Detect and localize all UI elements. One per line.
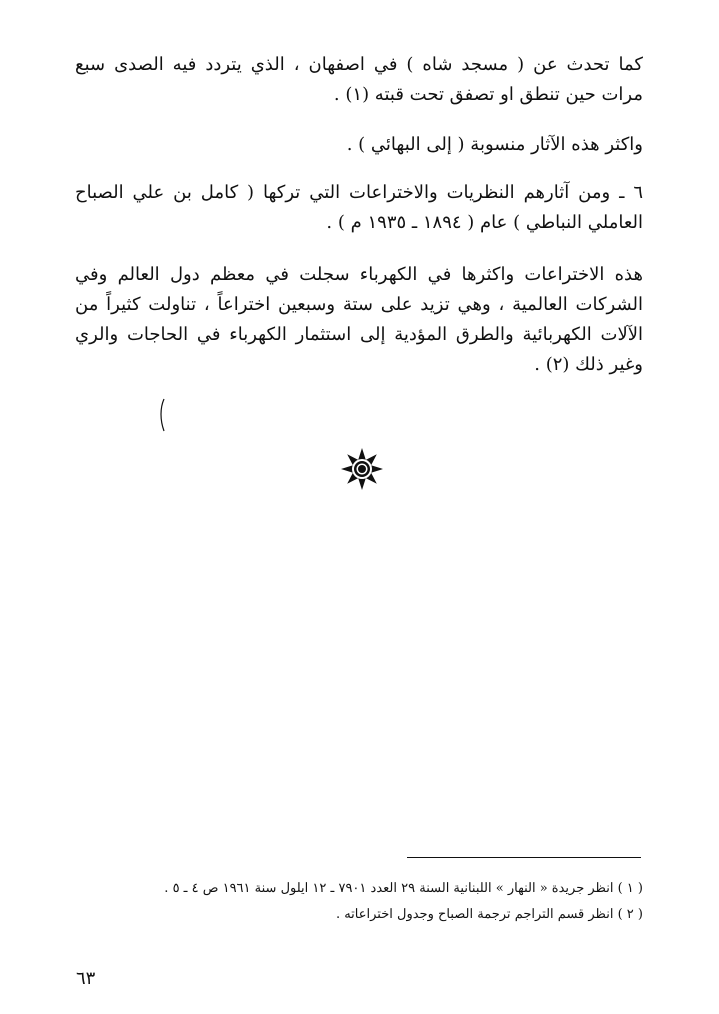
paragraph-shah-mosque: كما تحدث عن ( مسجد شاه ) في اصفهان ، الذي يتردد فيه الصدى سبع مرات حين تنطق او تصفق تحت قبته (١) . [75, 54, 643, 105]
paragraph-inventions: هذه الاختراعات واكثرها في الكهرباء سجلت في معظم دول العالم وفي الشركات العالمية ، وهي تزيد على ستة وسبعين اختراعاً ، تناولت كثيراً من الآلات الكهربائية والطرق المؤدية إلى استثمار الكهرباء في الحاجات والري وغير ذلك (٢) . [75, 264, 643, 375]
paragraph-bahai-attribution: واكثر هذه الآثار منسوبة ( إلى البهائي ) . [346, 134, 643, 155]
paragraph-kamil-sabbah: ٦ ـ ومن آثارهم النظريات والاختراعات التي تركها ( كامل بن علي الصباح العاملي النباطي ) عام ( ١٨٩٤ ـ ١٩٣٥ م ) . [75, 182, 643, 233]
footnotes-list [75, 876, 643, 928]
star-ornament-icon [340, 447, 384, 491]
stray-pen-mark [158, 398, 166, 432]
footnote-1: ( ١ ) انظر جريدة « النهار » اللبنانية السنة ٢٩ العدد ٧٩٠١ ـ ١٢ ايلول سنة ١٩٦١ ص ٤ ـ ٥ . [164, 881, 643, 896]
page-number: ٦٣ [76, 968, 96, 989]
footnote-divider [407, 857, 641, 858]
footnote-2: ( ٢ ) انظر قسم التراجم ترجمة الصباح وجدول اختراعاته . [335, 907, 643, 922]
